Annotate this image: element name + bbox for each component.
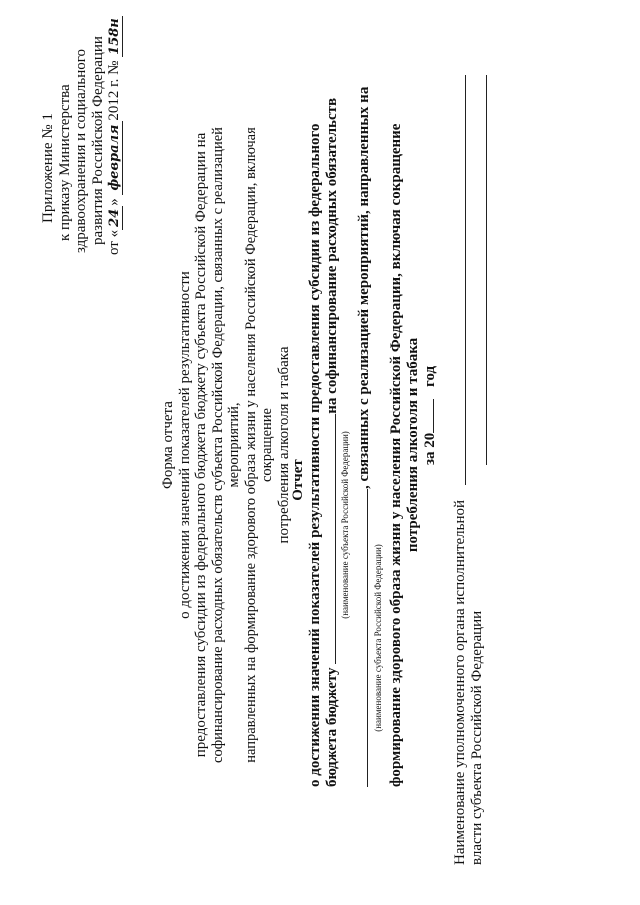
- form-title-line-2: о достижении значений показателей результативности: [176, 271, 193, 619]
- report-line-4: формирование здорового образа жизни у населения Российской Федерации, включая сокращение: [388, 123, 404, 787]
- date-prefix: от «: [106, 229, 122, 255]
- appendix-ministry-line: здравоохранения и социального: [73, 48, 89, 253]
- subject-name-caption-2: (наименование субъекта Российской Федерации): [373, 544, 383, 732]
- date-day-handwritten: 24: [107, 206, 123, 230]
- form-title-line-3: предоставления субсидии из федерального бюджета бюджету субъекта Российской Федерации на: [193, 132, 209, 758]
- report-line-2-start: бюджета бюджету: [324, 667, 340, 787]
- period-prefix: за 20: [422, 432, 438, 465]
- authority-label-line-1: Наименование уполномоченного органа исполнительной: [452, 499, 468, 865]
- subject-name-blank-2[interactable]: [356, 489, 368, 787]
- period-suffix: год: [422, 365, 438, 387]
- report-line-2-end: на софинансирование расходных обязательств: [324, 97, 340, 414]
- report-line-1: о достижении значений показателей результативности предоставления субсидии из федерального: [307, 123, 323, 787]
- appendix-order-line: к приказу Министерства: [56, 84, 73, 241]
- subject-name-caption-1: (наименование субъекта Российской Федерации): [340, 431, 350, 619]
- subject-name-blank-1[interactable]: [324, 414, 336, 664]
- report-line-2: [324, 98, 340, 787]
- report-line-5: потребления алкоголя и табака: [405, 337, 421, 553]
- date-mid: »: [106, 198, 122, 206]
- report-period-line: [422, 366, 438, 465]
- form-title-line-6: потребления алкоголя и табака: [275, 346, 292, 544]
- form-title-line-4: софинансирование расходных обязательств субъекта Российской Федерации, связанных с реализацией мероприятий,: [209, 127, 242, 763]
- report-line-3: [356, 87, 372, 787]
- authority-label: [452, 500, 486, 865]
- authority-label-line-2: власти субъекта Российской Федерации: [469, 610, 485, 865]
- appendix-date-line: [106, 18, 124, 255]
- authority-name-field-line-2[interactable]: [486, 75, 487, 465]
- appendix-federation-line: развития Российской Федерации: [89, 36, 106, 245]
- form-title: Форма отчета: [160, 401, 176, 489]
- report-line-3-end: , связанных с реализацией мероприятий, направленных на: [356, 86, 372, 489]
- date-year: 2012 г. №: [106, 60, 122, 121]
- form-title-block: [160, 115, 292, 775]
- report-title: Отчет: [290, 459, 306, 501]
- form-title-line-5: направленных на формирование здорового образа жизни у населения Российской Федерации, включая сокращение: [242, 127, 275, 763]
- date-month-handwritten: февраля: [107, 121, 123, 195]
- order-number-handwritten: 158н: [107, 18, 122, 55]
- authority-name-field-line-1[interactable]: [465, 75, 466, 485]
- appendix-number: Приложение № 1: [40, 113, 56, 223]
- appendix-block: [40, 18, 124, 255]
- period-year-blank[interactable]: [422, 399, 434, 433]
